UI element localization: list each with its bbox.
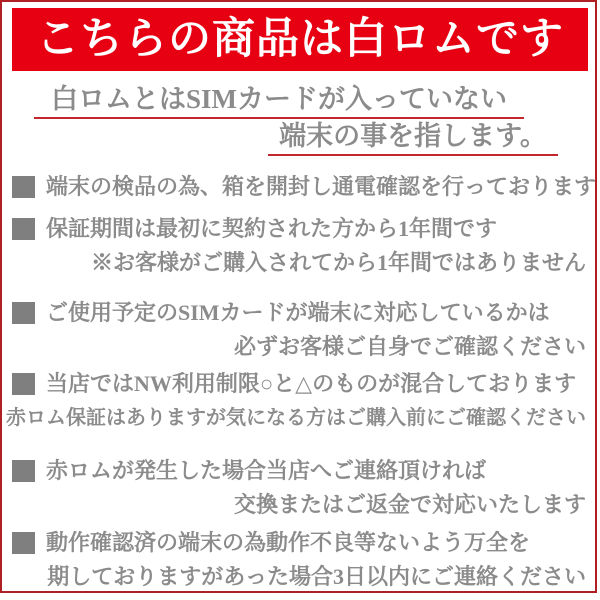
bullet-square-icon bbox=[12, 532, 35, 554]
notice-line-1: 当店ではNW利用制限○と△のものが混合しております bbox=[46, 371, 577, 396]
notice-item bbox=[0, 170, 600, 204]
notice-line-2: ※お客様がご購入されてから1年間ではありません bbox=[90, 250, 586, 275]
notice-row bbox=[12, 212, 600, 246]
notice-item bbox=[0, 212, 600, 280]
bullet-square-icon bbox=[12, 373, 35, 395]
notice-row bbox=[12, 367, 600, 401]
bullet-square-icon bbox=[12, 218, 35, 240]
bullet-square-icon bbox=[12, 302, 35, 324]
notice-row bbox=[12, 526, 600, 560]
notice-row bbox=[12, 170, 600, 204]
notice-row bbox=[12, 296, 600, 330]
bullet-square-icon bbox=[12, 176, 35, 198]
subtitle-line-1: 白ロムとはSIMカードが入っていない bbox=[34, 83, 524, 119]
notice-line-1: 赤ロムが発生した場合当店へご連絡頂ければ bbox=[46, 458, 487, 483]
bullet-square-icon bbox=[12, 460, 35, 482]
notice-row bbox=[12, 454, 600, 488]
banner bbox=[12, 8, 588, 71]
notice-line-2: 期しておりますがあった場合3日以内にご連絡ください bbox=[47, 564, 586, 589]
notice-line-2: 必ずお客様ご自身でご確認ください bbox=[233, 334, 586, 359]
subtitle-line-2: 端末の事を指します。 bbox=[268, 120, 558, 156]
notice-line-1: 保証期間は最初に契約された方から1年間です bbox=[46, 216, 498, 241]
notice-item bbox=[0, 526, 600, 594]
notice-line-1: 端末の検品の為、箱を開封し通電確認を行っております bbox=[46, 174, 597, 199]
notice-item bbox=[0, 296, 600, 364]
notice-item bbox=[0, 454, 600, 522]
notice-line-1: 動作確認済の端末の為動作不良等ないよう万全を bbox=[46, 530, 531, 555]
banner-title: こちらの商品は白ロムです bbox=[36, 16, 564, 63]
notice-item bbox=[0, 367, 600, 435]
notice-line-1: ご使用予定のSIMカードが端末に対応しているかは bbox=[46, 300, 550, 325]
notice-line-2: 交換またはご返金で対応いたします bbox=[233, 492, 586, 517]
notice-line-2: 赤ロム保証はありますが気になる方はご購入前にご確認ください bbox=[6, 407, 586, 429]
notice-list bbox=[0, 170, 600, 594]
